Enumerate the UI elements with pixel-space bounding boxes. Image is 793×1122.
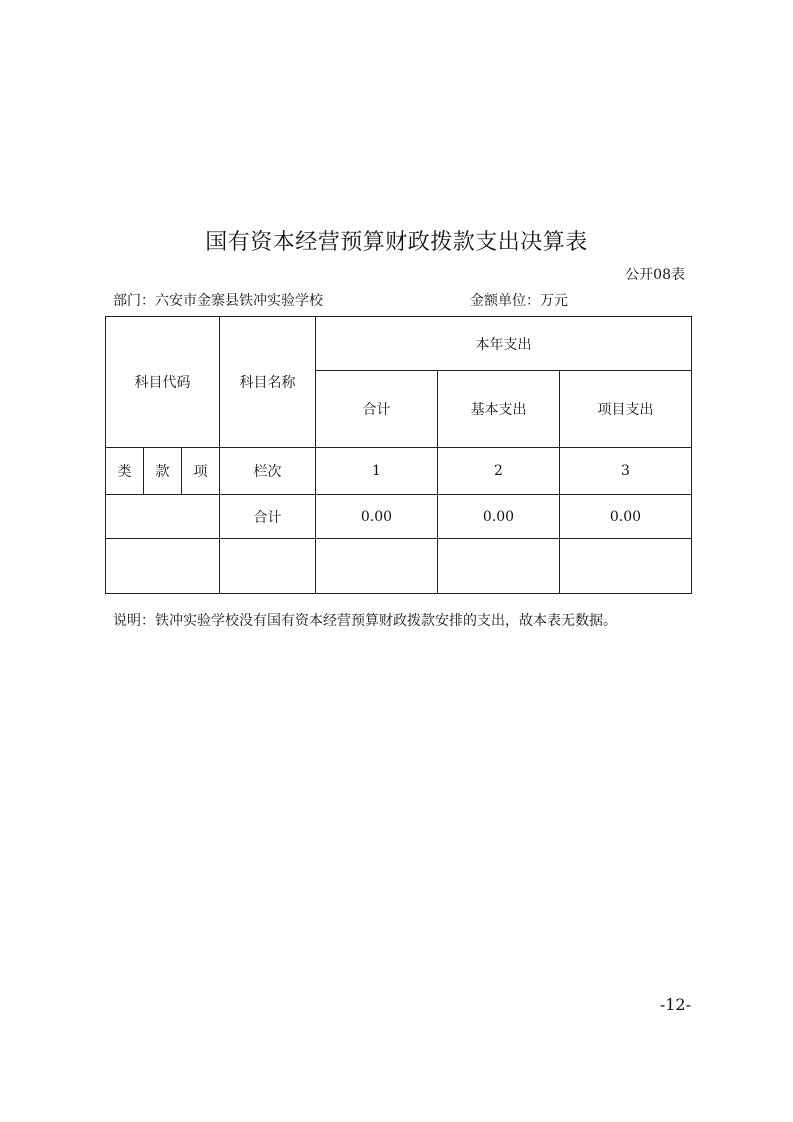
column-number-row (106, 448, 692, 495)
amount-unit-label: 金额单位：万元 (470, 293, 568, 309)
note-text: 说明：铁冲实验学校没有国有资本经营预算财政拨款安排的支出，故本表无数据。 (113, 613, 617, 629)
basic-value: 0.00 (438, 495, 560, 539)
project-value: 0.00 (560, 495, 692, 539)
section-header: 款 (144, 448, 182, 495)
empty-cell (316, 539, 438, 594)
empty-cell (438, 539, 560, 594)
total-row-code-cell (106, 495, 220, 539)
total-row-label: 合计 (220, 495, 316, 539)
current-year-expense-header: 本年支出 (316, 317, 692, 371)
basic-expense-header: 基本支出 (438, 371, 560, 448)
department-label: 部门：六安市金寨县铁冲实验学校 (113, 293, 323, 309)
header-row-1 (106, 317, 692, 371)
page-number: -12- (659, 995, 691, 1014)
empty-cell (560, 539, 692, 594)
subject-code-header: 科目代码 (106, 317, 220, 448)
total-header: 合计 (316, 371, 438, 448)
empty-cell (220, 539, 316, 594)
report-title: 国有资本经营预算财政拨款支出决算表 (205, 230, 588, 255)
column-no-3: 3 (560, 448, 692, 495)
total-row (106, 495, 692, 539)
column-no-1: 1 (316, 448, 438, 495)
empty-cell (106, 539, 220, 594)
class-header: 类 (106, 448, 144, 495)
project-expense-header: 项目支出 (560, 371, 692, 448)
column-no-label: 栏次 (220, 448, 316, 495)
column-no-2: 2 (438, 448, 560, 495)
empty-row (106, 539, 692, 594)
expenditure-table (105, 316, 692, 594)
item-header: 项 (182, 448, 220, 495)
total-value: 0.00 (316, 495, 438, 539)
subject-name-header: 科目名称 (220, 317, 316, 448)
form-code: 公开08表 (625, 267, 685, 283)
